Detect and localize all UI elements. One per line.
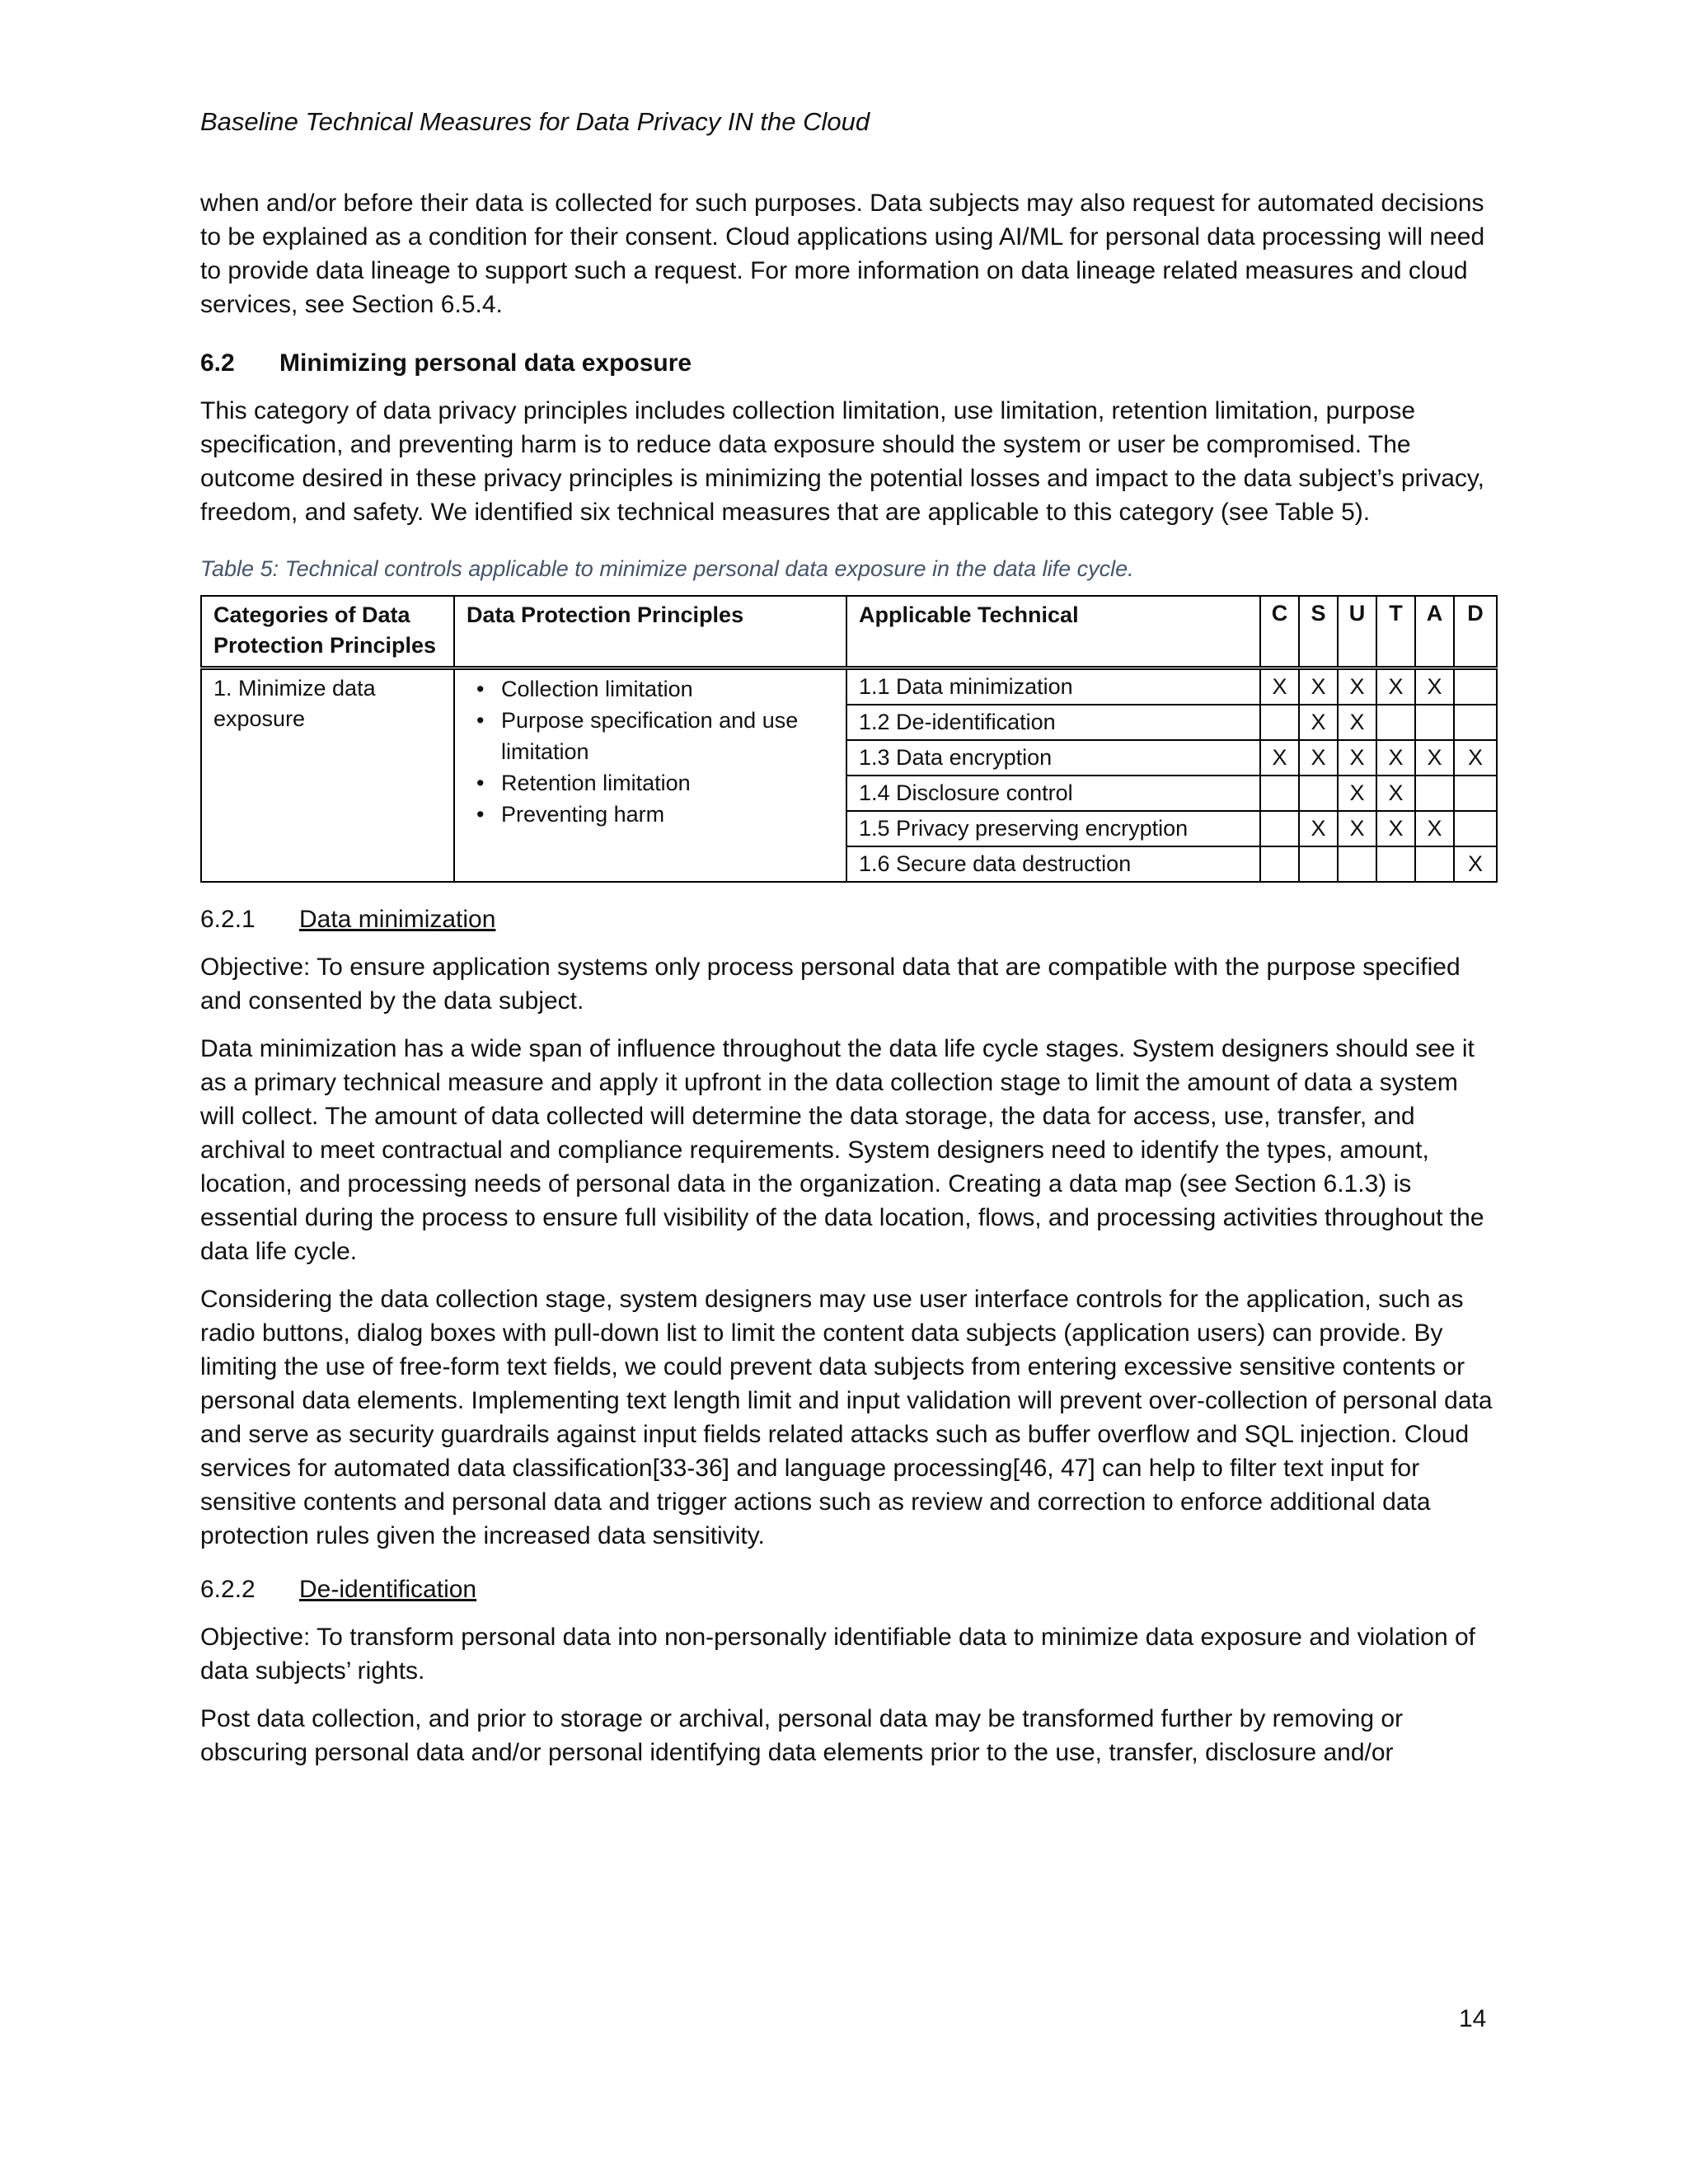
running-head: Baseline Technical Measures for Data Privacy IN the Cloud (200, 107, 870, 136)
flag-d (1454, 705, 1497, 740)
principles-list (467, 673, 834, 830)
objective-paragraph: Objective: To ensure application systems only process personal data that are compatible with the purpose specified and consented by the data subject. (200, 954, 1461, 1015)
flag-c (1260, 846, 1299, 882)
header-principles: Data Protection Principles (454, 596, 846, 668)
header-c: C (1260, 596, 1299, 668)
section-6-2-paragraph: This category of data privacy principles includes collection limitation, use limitation, retention limitation, purpose specification, and preventing harm is to reduce data exposure should the system or user be compromised. The outcome desired in these privacy principles is minimizing the potential losses and impact to the data subject’s privacy, freedom, and safety. We identified six technical measures that are applicable to this category (see Table 5). (200, 397, 1484, 526)
flag-d (1454, 811, 1497, 846)
principles-cell (454, 668, 846, 883)
table-header-row (201, 596, 1497, 668)
technical-name: 1.1 Data minimization (846, 668, 1260, 705)
flag-u: X (1338, 811, 1376, 846)
page-number: 14 (1459, 2005, 1487, 2032)
table-caption: Table 5: Technical controls applicable to minimize personal data exposure in the data life cycle. (200, 556, 1134, 581)
bullet-icon: • (476, 677, 485, 701)
bullet-icon: • (476, 708, 485, 733)
flag-c: X (1260, 740, 1299, 776)
body-paragraph: Considering the data collection stage, system designers may use user interface controls for the application, such as radio buttons, dialog boxes with pull-down list to limit the content data subjects (application users) can provide. By limiting the use of free-form text fields, we could prevent data subjects from entering excessive sensitive contents or personal data elements. Implementing text length limit and input validation will prevent over-collection of personal data and serve as security guardrails against input fields related attacks such as buffer overflow and SQL injection. Cloud services for automated data classification[33-36] and language processing[46, 47] can help to filter text input for sensitive contents and personal data and trigger actions such as review and correction to enforce additional data protection rules given the increased data sensitivity. (200, 1286, 1493, 1549)
technical-name: 1.4 Disclosure control (846, 776, 1260, 811)
header-s: S (1299, 596, 1338, 668)
body-paragraph: Post data collection, and prior to storage or archival, personal data may be transformed further by removing or obscuring personal data and/or personal identifying data elements prior to the use, transfer, disclosure and/or (200, 1705, 1404, 1766)
flag-t (1376, 705, 1415, 740)
body-paragraph: Data minimization has a wide span of influence throughout the data life cycle stages. System designers should see it as a primary technical measure and apply it upfront in the data collection stage to limit the amount of data a system will collect. The amount of data collected will determine the data storage, the data for access, use, transfer, and archival to meet contractual and compliance requirements. System designers need to identify the types, amount, location, and processing needs of personal data in the organization. Creating a data map (see Section 6.1.3) is essential during the process to ensure full visibility of the data location, flows, and processing activities throughout the data life cycle. (200, 1035, 1484, 1265)
flag-s (1299, 776, 1338, 811)
technical-name: 1.2 De-identification (846, 705, 1260, 740)
bullet-icon: • (476, 771, 485, 795)
flag-t (1376, 846, 1415, 882)
flag-t: X (1376, 811, 1415, 846)
flag-t: X (1376, 668, 1415, 705)
section-title: Data minimization (299, 906, 496, 933)
section-6-2-heading (200, 346, 1494, 380)
section-title: Minimizing personal data exposure (279, 349, 692, 377)
section-title: De-identification (299, 1576, 477, 1603)
technical-controls-table (200, 595, 1498, 883)
flag-d (1454, 668, 1497, 705)
flag-s: X (1299, 705, 1338, 740)
flag-a (1415, 705, 1454, 740)
header-technical: Applicable Technical (846, 596, 1260, 668)
flag-t: X (1376, 740, 1415, 776)
flag-u: X (1338, 705, 1376, 740)
list-item: • Retention limitation (483, 767, 834, 799)
flag-a (1415, 846, 1454, 882)
technical-name: 1.5 Privacy preserving encryption (846, 811, 1260, 846)
flag-s: X (1299, 811, 1338, 846)
technical-name: 1.3 Data encryption (846, 740, 1260, 776)
document-page (200, 105, 1494, 1783)
section-number: 6.2.1 (200, 906, 256, 933)
header-categories: Categories of Data Protection Principles (201, 596, 454, 668)
flag-t: X (1376, 776, 1415, 811)
header-u: U (1338, 596, 1376, 668)
flag-u: X (1338, 776, 1376, 811)
list-item: • Preventing harm (483, 799, 834, 830)
flag-c (1260, 776, 1299, 811)
flag-c (1260, 705, 1299, 740)
flag-a: X (1415, 811, 1454, 846)
header-a: A (1415, 596, 1454, 668)
flag-a: X (1415, 740, 1454, 776)
technical-name: 1.6 Secure data destruction (846, 846, 1260, 882)
flag-s: X (1299, 668, 1338, 705)
flag-u (1338, 846, 1376, 882)
list-item: • Collection limitation (483, 673, 834, 705)
intro-paragraph: when and/or before their data is collected for such purposes. Data subjects may also request for automated decisions to be explained as a condition for their consent. Cloud applications using AI/ML for personal data processing will need to provide data lineage to support such a request. For more information on data lineage related measures and cloud services, see Section 6.5.4. (200, 190, 1485, 318)
objective-paragraph: Objective: To transform personal data into non-personally identifiable data to minimize data exposure and violation of data subjects’ rights. (200, 1624, 1476, 1685)
flag-s: X (1299, 740, 1338, 776)
flag-d: X (1454, 740, 1497, 776)
section-6-2-2-heading (200, 1572, 1494, 1606)
flag-d (1454, 776, 1497, 811)
table-row (201, 668, 1497, 705)
flag-u: X (1338, 668, 1376, 705)
flag-u: X (1338, 740, 1376, 776)
category-cell: 1. Minimize data exposure (201, 668, 454, 883)
list-item: • Purpose specification and use limitation (483, 705, 834, 767)
flag-a (1415, 776, 1454, 811)
flag-a: X (1415, 668, 1454, 705)
flag-c (1260, 811, 1299, 846)
flag-c: X (1260, 668, 1299, 705)
header-t: T (1376, 596, 1415, 668)
section-number: 6.2.2 (200, 1576, 256, 1603)
flag-s (1299, 846, 1338, 882)
section-number: 6.2 (200, 349, 235, 377)
bullet-icon: • (476, 802, 485, 827)
flag-d: X (1454, 846, 1497, 882)
section-6-2-1-heading (200, 902, 1494, 936)
header-d: D (1454, 596, 1497, 668)
